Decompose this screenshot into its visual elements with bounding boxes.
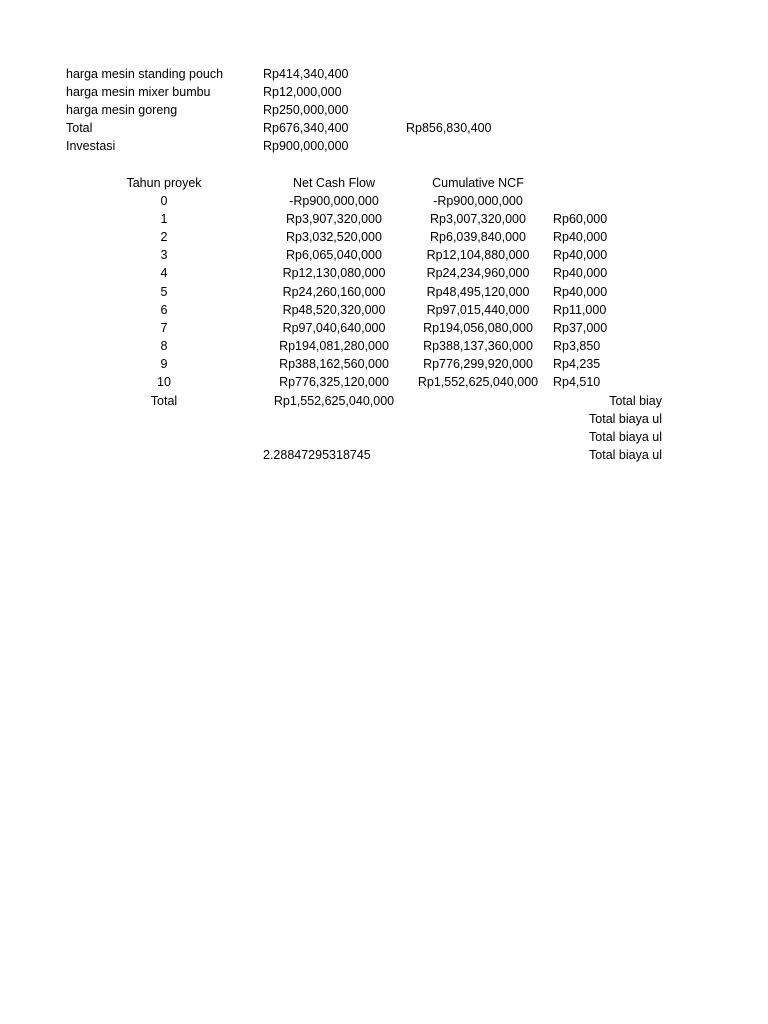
extra-cell: Rp11,000 — [553, 303, 607, 317]
extra-cell: Rp4,510 — [553, 375, 601, 389]
cumulative-cell: Rp97,015,440,000 — [426, 303, 530, 317]
extra-cell: Rp40,000 — [553, 248, 608, 262]
input-label: Investasi — [66, 139, 116, 153]
ncf-cell: Rp24,260,160,000 — [282, 285, 386, 299]
cumulative-cell: Rp12,104,880,000 — [426, 248, 530, 262]
cumulative-cell: Rp1,552,625,040,000 — [417, 375, 539, 389]
table-total-row — [0, 392, 768, 410]
year-cell: 6 — [160, 303, 168, 317]
year-cell: 8 — [160, 339, 168, 353]
extra-cell: Rp40,000 — [553, 266, 608, 280]
side-note-row — [0, 428, 768, 446]
extra-cell: Rp40,000 — [553, 230, 608, 244]
ratio-value: 2.28847295318745 — [263, 448, 371, 462]
ncf-cell: -Rp900,000,000 — [289, 194, 379, 208]
ratio-row — [0, 446, 768, 464]
year-cell: 3 — [160, 248, 168, 262]
table-row — [0, 355, 768, 373]
side-note-cell — [540, 410, 662, 428]
table-row — [0, 283, 768, 301]
cumulative-cell: Rp776,299,920,000 — [423, 357, 533, 371]
cumulative-cell: Rp6,039,840,000 — [430, 230, 526, 244]
header-year: Tahun proyek — [126, 176, 202, 190]
cumulative-cell: Rp48,495,120,000 — [426, 285, 530, 299]
ncf-cell: Rp6,065,040,000 — [286, 248, 382, 262]
year-cell: 1 — [160, 212, 168, 226]
year-cell: 0 — [160, 194, 168, 208]
cumulative-cell: -Rp900,000,000 — [433, 194, 523, 208]
extra-cell: Rp37,000 — [553, 321, 608, 335]
input-label: harga mesin mixer bumbu — [66, 85, 211, 99]
side-note-cell — [540, 392, 662, 410]
ncf-cell: Rp194,081,280,000 — [279, 339, 389, 353]
side-note: Total biaya ul — [589, 430, 662, 444]
ncf-cell: Rp48,520,320,000 — [282, 303, 386, 317]
input-row-investasi — [0, 137, 768, 155]
table-row — [0, 319, 768, 337]
extra-cell: Rp3,850 — [553, 339, 601, 353]
table-row — [0, 210, 768, 228]
table-row — [0, 373, 768, 391]
ncf-cell: Rp3,032,520,000 — [286, 230, 382, 244]
table-header — [0, 174, 768, 192]
input-row-total — [0, 119, 768, 137]
table-row — [0, 228, 768, 246]
side-note: Total biay — [609, 394, 662, 408]
table-row — [0, 246, 768, 264]
side-note-row — [0, 410, 768, 428]
input-row-standing-pouch — [0, 65, 768, 83]
extra-cell: Rp4,235 — [553, 357, 601, 371]
header-cumulative-ncf: Cumulative NCF — [432, 176, 524, 190]
table-row — [0, 192, 768, 210]
side-note: Total biaya ul — [589, 412, 662, 426]
input-value: Rp900,000,000 — [263, 139, 349, 153]
header-net-cash-flow: Net Cash Flow — [293, 176, 375, 190]
year-cell: 10 — [157, 375, 171, 389]
ncf-cell: Rp3,907,320,000 — [286, 212, 382, 226]
total-ncf: Rp1,552,625,040,000 — [273, 394, 395, 408]
ncf-cell: Rp388,162,560,000 — [279, 357, 389, 371]
cumulative-cell: Rp3,007,320,000 — [430, 212, 526, 226]
side-note-cell — [540, 446, 662, 464]
year-cell: 7 — [160, 321, 168, 335]
year-cell: 5 — [160, 285, 168, 299]
side-note-cell — [540, 428, 662, 446]
cumulative-cell: Rp194,056,080,000 — [423, 321, 533, 335]
input-row-mixer-bumbu — [0, 83, 768, 101]
ncf-cell: Rp97,040,640,000 — [282, 321, 386, 335]
input-value: Rp12,000,000 — [263, 85, 342, 99]
table-row — [0, 337, 768, 355]
input-label: harga mesin standing pouch — [66, 67, 224, 81]
year-cell: 4 — [160, 266, 168, 280]
input-value: Rp414,340,400 — [263, 67, 349, 81]
extra-cell: Rp60,000 — [553, 212, 608, 226]
ncf-cell: Rp776,325,120,000 — [279, 375, 389, 389]
extra-cell: Rp40,000 — [553, 285, 608, 299]
total-label: Total — [150, 394, 178, 408]
ncf-cell: Rp12,130,080,000 — [282, 266, 386, 280]
input-extra-value: Rp856,830,400 — [406, 121, 492, 135]
input-value: Rp676,340,400 — [263, 121, 349, 135]
side-note: Total biaya ul — [589, 448, 662, 462]
input-row-mesin-goreng — [0, 101, 768, 119]
input-label: Total — [66, 121, 93, 135]
input-value: Rp250,000,000 — [263, 103, 349, 117]
table-row — [0, 264, 768, 282]
year-cell: 9 — [160, 357, 168, 371]
cumulative-cell: Rp24,234,960,000 — [426, 266, 530, 280]
year-cell: 2 — [160, 230, 168, 244]
table-row — [0, 301, 768, 319]
input-label: harga mesin goreng — [66, 103, 178, 117]
cumulative-cell: Rp388,137,360,000 — [423, 339, 533, 353]
